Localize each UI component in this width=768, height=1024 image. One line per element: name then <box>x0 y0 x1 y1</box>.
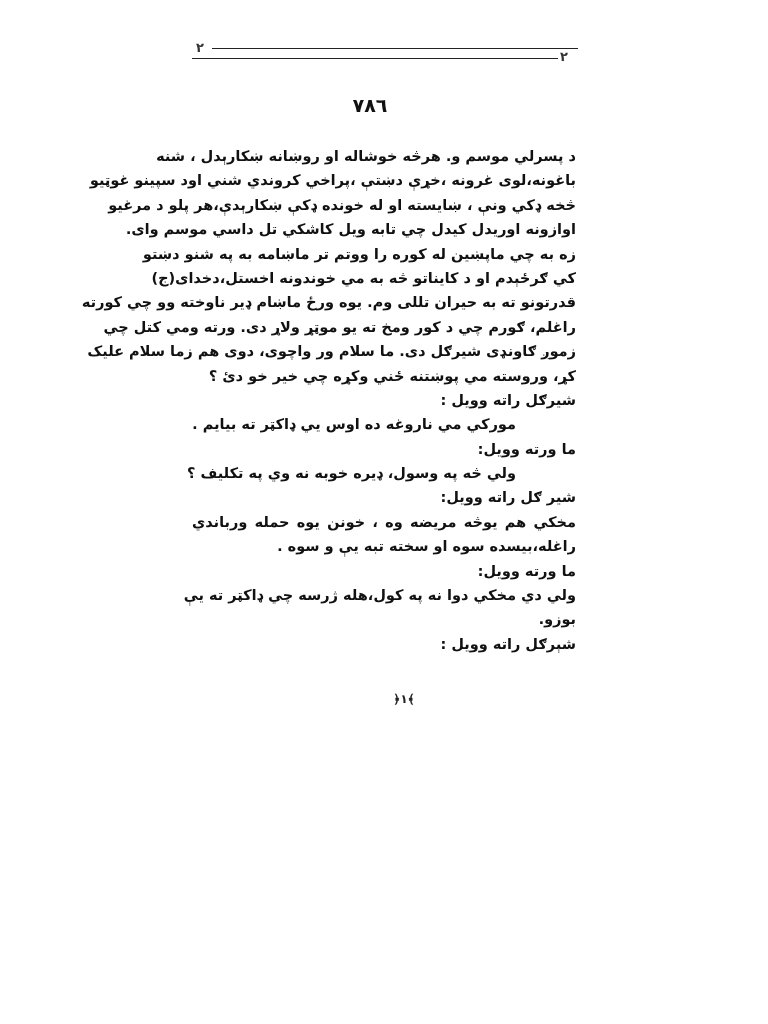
speaker-line: شير ګل راته وويل: <box>440 490 576 507</box>
text-line: د پسرلي موسم و. هرڅه خوشاله او روښانه ښکارېدل ، شنه <box>156 149 576 165</box>
text-line: زه به چي ماپښين له کوره را ووتم تر ماښامه به په شنو دښتو <box>142 246 576 263</box>
speaker-line: شيرګل راته وويل : <box>440 392 576 409</box>
footer-mark: ﴿١﴾ <box>393 692 415 706</box>
speaker-line: شېرګل راته وويل : <box>440 636 576 653</box>
speaker-line: ما ورته وويل: <box>477 563 576 580</box>
text-line: ولي څه په وسول، ډيره خوبه نه وي په تکليف ؟ <box>187 466 516 483</box>
text-line: قدرتونو ته به حيران تللی وم. يوه ورځ ماښام ډير ناوخته وو چي کورته <box>81 295 576 312</box>
text-line: کي ګرځېدم او د کايناتو څه به مي خوندونه اخستل،دخدای(ج) <box>151 270 576 287</box>
body-text <box>81 145 576 657</box>
text-line: ولي دي مخکي دوا نه په کول،هله ژرسه چي ډاکټر ته يې <box>183 588 576 605</box>
text-line: بوزو. <box>538 612 576 629</box>
text-line: باغونه،لوی غرونه ،خړې دښتې ،پراخي کروندي شني اود سپينو غوټيو <box>89 173 576 190</box>
text-line: څخه ډکي ونې ، ښايسته او له خونده ډکې ښکارېدې،هر پلو د مرغيو <box>108 197 576 214</box>
header-right-mark: ٢ <box>560 50 568 65</box>
header-rule-bottom <box>192 58 558 59</box>
text-line: زموږ ګاونډی شيرګل دی. ما سلام ور واچوی، دوی هم زما سلام عليک <box>87 344 576 361</box>
text-line: کړ، وروسته مي پوښتنه ځني وکړه چي خير خو دئ ؟ <box>208 368 576 385</box>
speaker-line: ما ورته وويل: <box>477 441 576 458</box>
text-line: موركي مي ناروغه ده اوس يي ډاکټر ته بيايم . <box>192 417 516 434</box>
page-number: ٧٨٦ <box>352 95 388 117</box>
text-line: راغله،بيسده سوه او سخته تبه يې و سوه . <box>277 539 576 556</box>
text-line: مخکي هم يوڅه مريضه وه ، خونن يوه حمله ورباندي <box>192 514 576 531</box>
text-line: راغلم، ګورم چي د کور ومخ ته يو موټړ ولاړ دی. ورته ومي کتل چي <box>103 319 576 336</box>
header-rule-top <box>212 48 578 49</box>
text-line: اوازونه اوريدل کيدل چي تابه ويل کاشکي تل داسي موسم وای. <box>125 222 576 239</box>
header-left-mark: ٢ <box>196 41 204 56</box>
